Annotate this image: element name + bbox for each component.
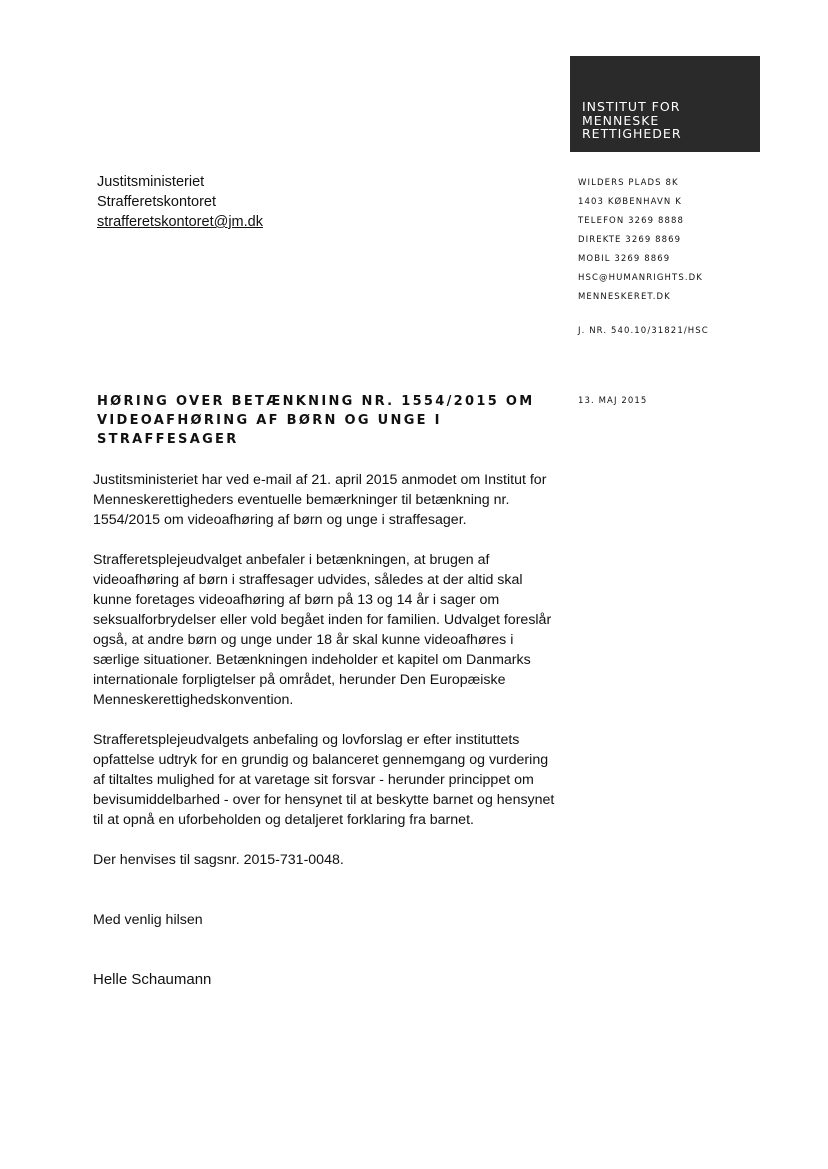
logo-line: RETTIGHEDER [582,126,682,141]
subject-line: VIDEOAFHØRING AF BØRN OG UNGE I [97,413,442,428]
sender-address-line: 1403 KØBENHAVN K [578,197,682,207]
body-paragraph: Strafferetsplejeudvalget anbefaler i betænkningen, at brugen af videoafhøring af børn i straffesager udvides, således at der altid skal kunne foretages videoafhøring af børn på 13 og 14 år i sager om seksualforbrydelser eller vold begået inden for familien. Udvalget foreslår også, at andre børn og unge under 18 år skal kunne videoafhøres i særlige situationer. Betænkningen indeholder et kapitel om Danmarks internationale forpligtelser på området, herunder Den Europæiske Menneskerettighedskonvention. [93,552,552,708]
body-paragraph: Justitsministeriet har ved e-mail af 21. april 2015 anmodet om Institut for Menneskerettigheders eventuelle bemærkninger til betænkning nr. 1554/2015 om videoafhøring af børn og unge i straffesager. [93,472,547,528]
logo-text [582,100,682,141]
sender-phone: TELEFON 3269 8888 [578,216,684,226]
logo-line: INSTITUT FOR [582,99,681,114]
sender-website: MENNESKERET.DK [578,292,671,302]
sender-direct-phone: DIREKTE 3269 8869 [578,235,682,245]
letter-body [93,470,563,890]
recipient-name: Justitsministeriet [97,174,205,190]
subject-line: STRAFFESAGER [97,432,239,447]
institute-logo [570,56,760,152]
logo-line: MENNESKE [582,112,660,128]
letter-date: 13. MAJ 2015 [578,396,648,406]
recipient-email-link[interactable]: strafferetskontoret@jm.dk [97,214,263,230]
body-paragraph: Der henvises til sagsnr. 2015-731-0048. [93,852,344,868]
body-paragraph: Strafferetsplejeudvalgets anbefaling og lovforslag er efter instituttets opfattelse udtryk for en grundig og balanceret gennemgang og vurdering af tiltaltes mulighed for at varetage sit forsvar - herunder princippet om bevisumiddelbarhed - over for hensynet til at beskytte barnet og hensynet til at opnå en uforbeholden og detaljeret forklaring fra barnet. [93,732,555,828]
sender-address [578,174,703,307]
signature-name: Helle Schaumann [93,971,212,988]
recipient-office: Strafferetskontoret [97,194,217,210]
closing-greeting: Med venlig hilsen [93,912,203,928]
subject-line: HØRING OVER BETÆNKNING NR. 1554/2015 OM [97,394,535,409]
sender-email: HSC@HUMANRIGHTS.DK [578,273,703,283]
subject-heading [97,392,557,449]
sender-mobile: MOBIL 3269 8869 [578,254,671,264]
recipient-address [97,172,263,232]
sender-address-line: WILDERS PLADS 8K [578,178,679,188]
journal-number: J. NR. 540.10/31821/HSC [578,326,709,336]
